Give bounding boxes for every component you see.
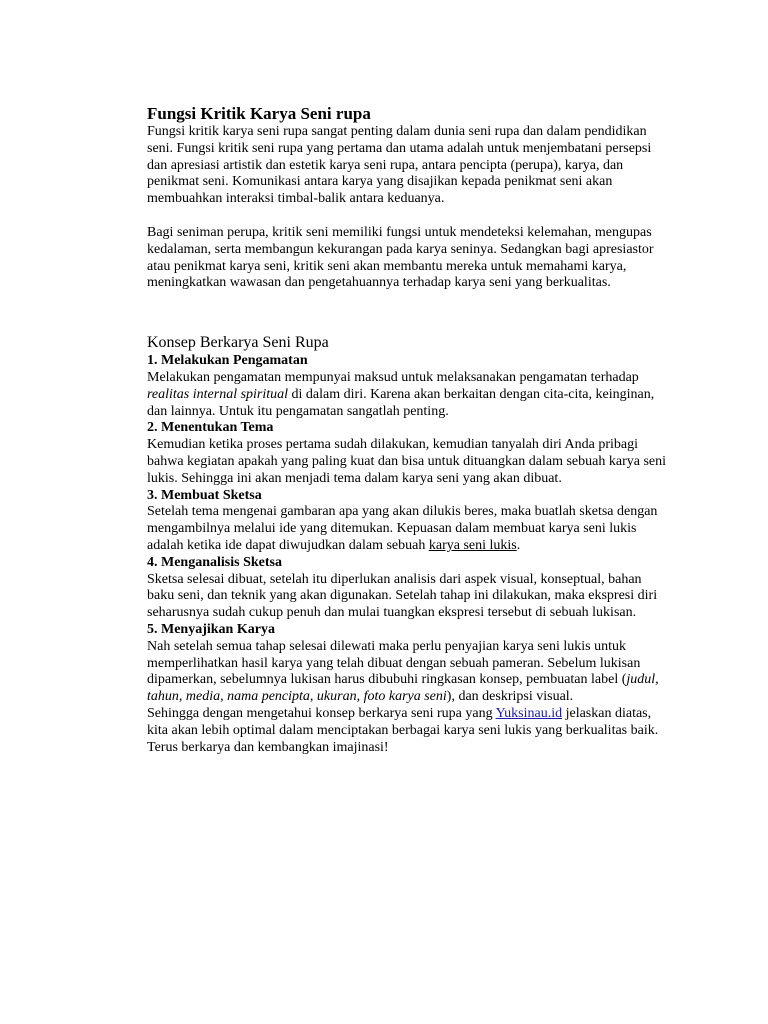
step-4-text: Sketsa selesai dibuat, setelah itu diperlukan analisis dari aspek visual, konseptual, bahan baku seni, dan teknik yang akan digunakan. Setelah tahap ini dilakukan, maka ekspresi diri seharusnya sudah cukup penuh dan mulai tuangkan ekspresi tersebut di sebuah lukisan.: [147, 571, 658, 621]
document-page: [147, 104, 667, 756]
step-2-text: Kemudian ketika proses pertama sudah dilakukan, kemudian tanyalah diri Anda pribagi bahwa kegiatan apakah yang paling kuat dan bisa untuk dituangkan dalam sebuah karya seni lukis. Sehingga ini akan menjadi tema dalam karya seni yang akan dibuat.: [147, 437, 666, 486]
step-3-text: Setelah tema mengenai gambaran apa yang akan dilukis beres, maka buatlah sketsa dengan mengambilnya melalui ide yang ditemukan. Kepuasan dalam membuat karya seni lukis adalah ketika ide dapat diwujudkan dalam sebuah karya seni lukis.: [147, 504, 658, 553]
yuksinau-link[interactable]: Yuksinau.id: [495, 705, 563, 721]
step-5-text: Nah setelah semua tahap selesai dilewati maka perlu penyajian karya seni lukis untuk memperlihatkan hasil karya yang telah dibuat dengan sebuah pameran. Sebelum lukisan dipamerkan, sebelumnya lukisan harus dibubuhi ringkasan konsep, pembuatan label (judul, tahun, media, nama pencipta, ukuran, foto karya seni), dan deskripsi visual.: [147, 638, 659, 705]
section-title-konsep: Konsep Berkarya Seni Rupa: [147, 334, 329, 352]
spacer: [147, 292, 667, 316]
spacer: [147, 208, 667, 225]
closing-text: Sehingga dengan mengetahui konsep berkarya seni rupa yang Yuksinau.id jelaskan diatas, kita akan lebih optimal dalam menciptakan berbagai karya seni lukis yang berkualitas baik. Terus berkarya dan kembangkan imajinasi!: [147, 705, 659, 755]
section-title-fungsi-kritik: Fungsi Kritik Karya Seni rupa: [147, 104, 371, 123]
step-2-title: 2. Menentukan Tema: [147, 420, 274, 436]
spacer: [147, 316, 667, 333]
emphasis-text: judul, tahun, media, nama pencipta, ukuran, foto karya seni: [147, 672, 659, 705]
paragraph-fungsi-2: Bagi seniman perupa, kritik seni memiliki fungsi untuk mendeteksi kelemahan, mengupas kedalaman, serta membangun kekurangan pada karya seninya. Sedangkan bagi apresiastor atau penikmat karya seni, kritik seni akan membantu mereka untuk memahami karya, meningkatkan wawasan dan pengetahuannya terhadap karya seni yang berkualitas.: [147, 224, 654, 291]
paragraph-fungsi-1: Fungsi kritik karya seni rupa sangat penting dalam dunia seni rupa dan dalam pendidikan seni. Fungsi kritik seni rupa yang pertama dan utama adalah untuk menjembatani persepsi dan apresiasi artistik dan estetik karya seni rupa, antara pencipta (perupa), karya, dan penikmat seni. Komunikasi antara karya yang disajikan kepada penikmat seni akan membuahkan interaksi timbal-balik antara keduanya.: [147, 124, 652, 207]
emphasis-text: realitas internal spiritual: [147, 386, 289, 402]
step-4-title: 4. Menganalisis Sketsa: [147, 554, 282, 570]
step-3-title: 3. Membuat Sketsa: [147, 487, 262, 503]
karya-seni-lukis-link[interactable]: karya seni lukis: [428, 537, 517, 553]
step-1-text: Melakukan pengamatan mempunyai maksud untuk melaksanakan pengamatan terhadap realitas internal spiritual di dalam diri. Karena akan berkaitan dengan cita-cita, keinginan, dan lainnya. Untuk itu pengamatan sangatlah penting.: [147, 369, 655, 419]
step-5-title: 5. Menyajikan Karya: [147, 621, 275, 637]
step-1-title: 1. Melakukan Pengamatan: [147, 353, 308, 369]
